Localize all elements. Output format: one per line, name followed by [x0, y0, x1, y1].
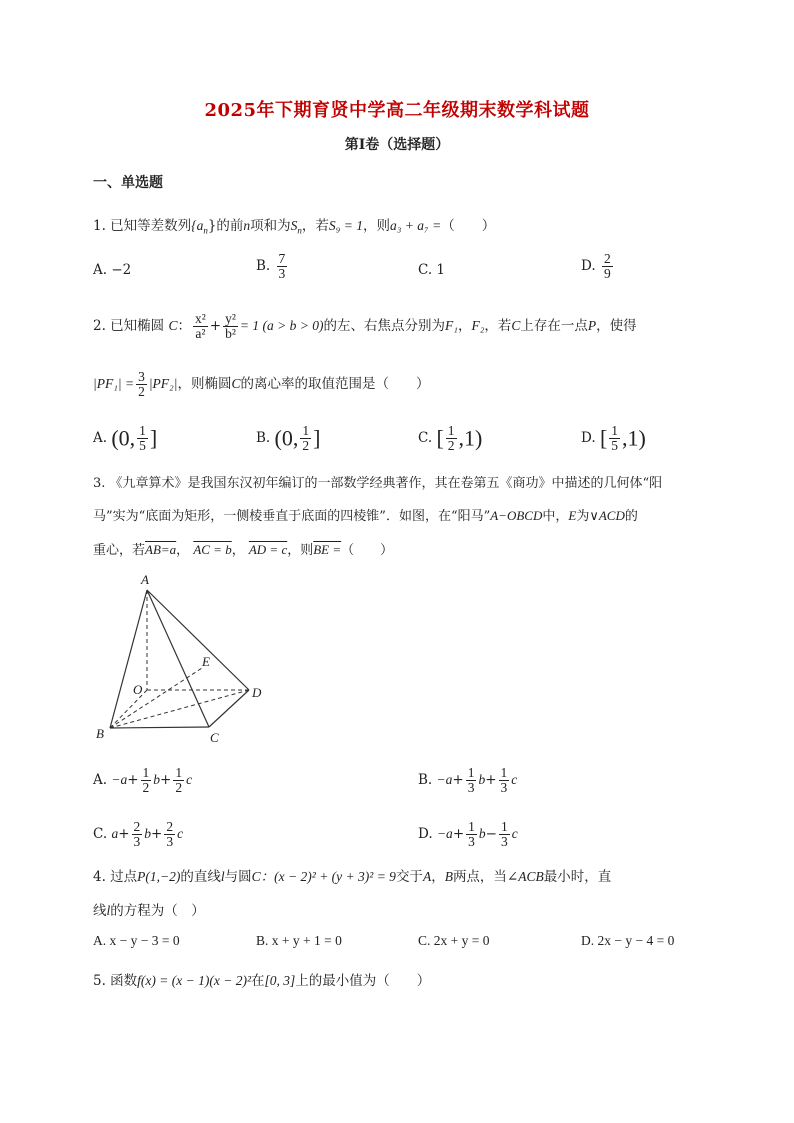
q1-expr: a₃ + a₇ =	[389, 218, 442, 233]
q3-option-b[interactable]: B. −a+ $\frac{1}{3}$ b+ $\frac{1}{3}$ c	[418, 765, 518, 795]
q2-f1: F₁	[445, 318, 458, 333]
question-1	[93, 216, 495, 241]
label-o: O	[133, 682, 143, 697]
q1-s: $S_n$	[290, 218, 302, 236]
q1-option-b-label: B.	[256, 258, 271, 274]
q3-option-d[interactable]: D. −a+ $\frac{1}{3}$ b− $\frac{1}{3}$ c	[418, 819, 518, 849]
section-heading: 一、单选题	[93, 175, 163, 191]
q2-option-a[interactable]: A. (0, $\frac{1}{5}$ ]	[93, 423, 158, 453]
q1-option-b[interactable]	[256, 252, 289, 281]
question-4-line-2: 线l的方程为（ ）	[93, 903, 205, 919]
q1-option-a[interactable]: A. −2	[93, 262, 132, 278]
question-2: 2. 已知椭圆 C： $\frac{\text{x²}}{\text{a²}}$ + $\frac{\text{y²}}{\text{b²}}$ = 1 (a > b > 0)的左、右焦点分别为F₁，F₂，若C上存在一点P，使得	[93, 311, 637, 341]
q2-eq-tail: = 1 (a > b > 0)	[239, 318, 324, 333]
q1-text-a: 1. 已知等差数列	[93, 218, 192, 234]
q2-curve-3: C	[231, 376, 241, 391]
q1-text-e: ，则	[362, 218, 390, 234]
q1-text-c: 项和为	[250, 218, 291, 234]
q3-option-c[interactable]: C. a+ $\frac{2}{3}$ b+ $\frac{2}{3}$ c	[93, 819, 184, 849]
question-3-line-1: 3. 《九章算术》是我国东汉初年编订的一部数学经典著作，其在卷第五《商功》中描述的几何体“阳	[93, 476, 663, 491]
q1-option-b-frac: $\frac{7}{3}$	[278, 251, 286, 281]
q3-option-a[interactable]: A. −a+ $\frac{1}{2}$ b+ $\frac{1}{2}$ c	[93, 765, 193, 795]
q2-curve: C	[168, 318, 178, 333]
q2-text-g: ，则椭圆	[177, 376, 232, 392]
q4-option-a[interactable]: A. x − y − 3 = 0	[93, 933, 180, 948]
q1-paren: （ ）	[441, 218, 496, 234]
q2-f2: F₂	[471, 318, 485, 333]
q4-option-d[interactable]: D. 2x − y − 4 = 0	[581, 933, 675, 948]
question-3-line-2: 马”实为“底面为矩形，一侧棱垂直于底面的四棱锥”．如图，在“阳马”A−OBCD中，E为∨ACD的	[93, 508, 638, 524]
label-b: B	[96, 726, 104, 741]
q1-option-d-label: D.	[581, 258, 596, 274]
q1-option-d-frac: $\frac{2}{9}$	[603, 251, 611, 281]
q2-text-h: 的离心率的取值范围是（ ）	[240, 376, 430, 392]
page-title: 2025年下期育贤中学高二年级期末数学科试题	[204, 100, 590, 121]
q2-abs-pf1: |PF₁| =	[93, 376, 135, 391]
q1-n: n	[243, 218, 251, 233]
q2-option-d[interactable]: D. [ $\frac{1}{5}$ ,1)	[581, 423, 646, 453]
q2-option-b[interactable]: B. (0, $\frac{1}{2}$ ]	[256, 423, 321, 453]
question-2-line-2	[93, 370, 429, 399]
q1-option-c[interactable]: C. 1	[418, 262, 446, 278]
q2-text-d: ，若	[484, 318, 512, 334]
q2-abs-pf2: |PF₂|	[148, 376, 178, 391]
q2-frac-x: $\frac{\text{x²}}{\text{a²}}$	[194, 311, 206, 341]
edge-cd	[209, 690, 249, 727]
q2-text-a: 2. 已知椭圆	[93, 318, 169, 334]
question-3-line-3: 重心，若AB=a， AC = b， AD = c，则BE =（ ）	[93, 542, 394, 558]
q1-text-b: }的前	[207, 218, 244, 234]
q1-cond: S₉ = 1	[328, 218, 363, 233]
label-c: C	[210, 730, 219, 745]
q4-option-c[interactable]: C. 2x + y = 0	[418, 933, 490, 948]
pyramid-figure	[92, 572, 282, 748]
q4-option-b[interactable]: B. x + y + 1 = 0	[256, 933, 342, 948]
page-subtitle: 第Ⅰ卷（选择题）	[344, 137, 450, 153]
q2-text-b: ：	[177, 318, 191, 334]
label-d: D	[252, 685, 262, 700]
q2-p: P	[587, 318, 597, 333]
label-e: E	[202, 654, 210, 669]
q1-seq: {$a_n$	[191, 218, 208, 236]
q2-option-c[interactable]: C. [ $\frac{1}{2}$ ,1)	[418, 423, 483, 453]
question-5: 5. 函数f(x) = (x − 1)(x − 2)²在[0, 3]上的最小值为（ ）	[93, 973, 431, 989]
label-a: A	[141, 572, 149, 587]
q2-curve-2: C	[511, 318, 521, 333]
edge-ad	[147, 590, 249, 690]
q2-text-c: 的左、右焦点分别为	[323, 318, 445, 334]
q2-text-f: ，使得	[596, 318, 637, 334]
edge-bc	[110, 727, 209, 728]
q2-text-e: 上存在一点	[520, 318, 588, 334]
q1-text-d: ，若	[301, 218, 329, 234]
q1-option-d[interactable]	[581, 252, 615, 281]
q2-frac-y: $\frac{\text{y²}}{\text{b²}}$	[225, 311, 236, 341]
q2-ratio: $\frac{3}{2}$	[138, 369, 145, 399]
edge-ac	[147, 590, 209, 727]
question-4-line-1: 4. 过点P(1,−2)的直线l与圆C：(x − 2)² + (y + 3)² = 9交于A，B两点，当∠ACB最小时，直	[93, 869, 612, 885]
